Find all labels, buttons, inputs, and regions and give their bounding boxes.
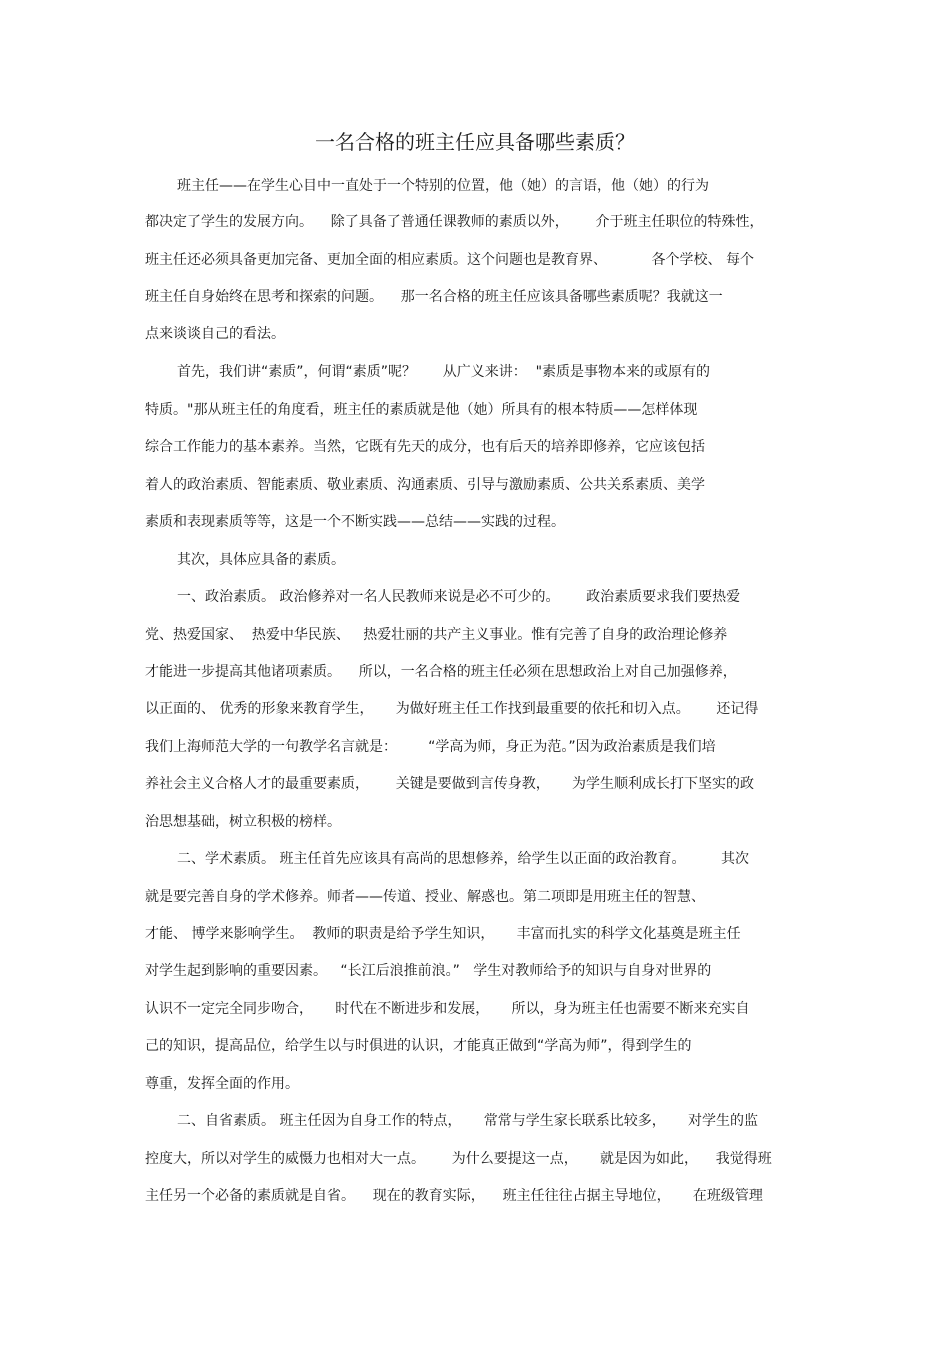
text-line: 班主任——在学生心目中一直处于一个特别的位置，他（她）的言语，他（她）的行为 [177, 178, 709, 194]
text-line: 主任另一个必备的素质就是自省。 现在的教育实际， 班主任往往占据主导地位， 在班级管理 [145, 1188, 763, 1204]
text-line: 尊重，发挥全面的作用。 [145, 1076, 299, 1092]
text-line: 班主任还必须具备更加完备、更加全面的相应素质。这个问题也是教育界、 各个学校、 每个 [145, 252, 754, 268]
text-line: 素质和表现素质等等，这是一个不断实践——总结——实践的过程。 [145, 514, 565, 530]
text-line: 着人的政治素质、智能素质、敬业素质、沟通素质、引导与激励素质、公共关系素质、美学 [145, 477, 705, 493]
text-line: 其次，具体应具备的素质。 [177, 552, 345, 568]
text-line: 特质。"那从班主任的角度看，班主任的素质就是他（她）所具有的根本特质——怎样体现 [145, 402, 698, 418]
text-line: 己的知识，提高品位，给学生以与时俱进的认识，才能真正做到“学高为师”，得到学生的 [145, 1038, 692, 1054]
text-line: 一、政治素质。 政治修养对一名人民教师来说是必不可少的。 政治素质要求我们要热爱 [177, 589, 741, 605]
text-line: 首先，我们讲“素质”，何谓“素质”呢？ 从广义来讲： "素质是事物本来的或原有的 [177, 364, 711, 380]
text-line: 治思想基础，树立积极的榜样。 [145, 814, 341, 830]
text-line: 点来谈谈自己的看法。 [145, 326, 285, 342]
text-line: 综合工作能力的基本素养。当然，它既有先天的成分，也有后天的培养即修养，它应该包括 [145, 439, 705, 455]
text-line: 二、自省素质。 班主任因为自身工作的特点， 常常与学生家长联系比较多， 对学生的监 [177, 1113, 758, 1129]
text-line: 以正面的、 优秀的形象来教育学生， 为做好班主任工作找到最重要的依托和切入点。 还记得 [145, 701, 759, 717]
text-line: 二、学术素质。 班主任首先应该具有高尚的思想修养，给学生以正面的政治教育。 其次 [177, 851, 750, 867]
text-line: 才能、 博学来影响学生。 教师的职责是给予学生知识， 丰富而扎实的科学文化基奠是班主任 [145, 926, 741, 942]
text-line: 我们上海师范大学的一句教学名言就是： “学高为师，身正为范。”因为政治素质是我们培 [145, 739, 716, 755]
text-line: 就是要完善自身的学术修养。师者——传道、授业、解惑也。第二项即是用班主任的智慧、 [145, 889, 705, 905]
text-line: 才能进一步提高其他诸项素质。 所以，一名合格的班主任必须在思想政治上对自己加强修养， [145, 664, 737, 680]
text-line: 控度大，所以对学生的威慑力也相对大一点。 为什么要提这一点， 就是因为如此， 我觉得班 [145, 1151, 772, 1167]
text-line: 养社会主义合格人才的最重要素质， 关键是要做到言传身教， 为学生顺利成长打下坚实的政 [145, 776, 754, 792]
text-line: 认识不一定完全同步吻合， 时代在不断进步和发展， 所以，身为班主任也需要不断来充实自 [145, 1001, 750, 1017]
text-line: 党、热爱国家、 热爱中华民族、 热爱壮丽的共产主义事业。惟有完善了自身的政治理论修养 [145, 627, 728, 643]
text-line: 都决定了学生的发展方向。 除了具备了普通任课教师的素质以外， 介于班主任职位的特殊性， [145, 214, 764, 230]
document-title: 一名合格的班主任应具备哪些素质？ [315, 130, 635, 154]
text-line: 班主任自身始终在思考和探索的问题。 那一名合格的班主任应该具备哪些素质呢？我就这一 [145, 289, 723, 305]
text-line: 对学生起到影响的重要因素。 “长江后浪推前浪。” 学生对教师给予的知识与自身对世界的 [145, 963, 712, 979]
